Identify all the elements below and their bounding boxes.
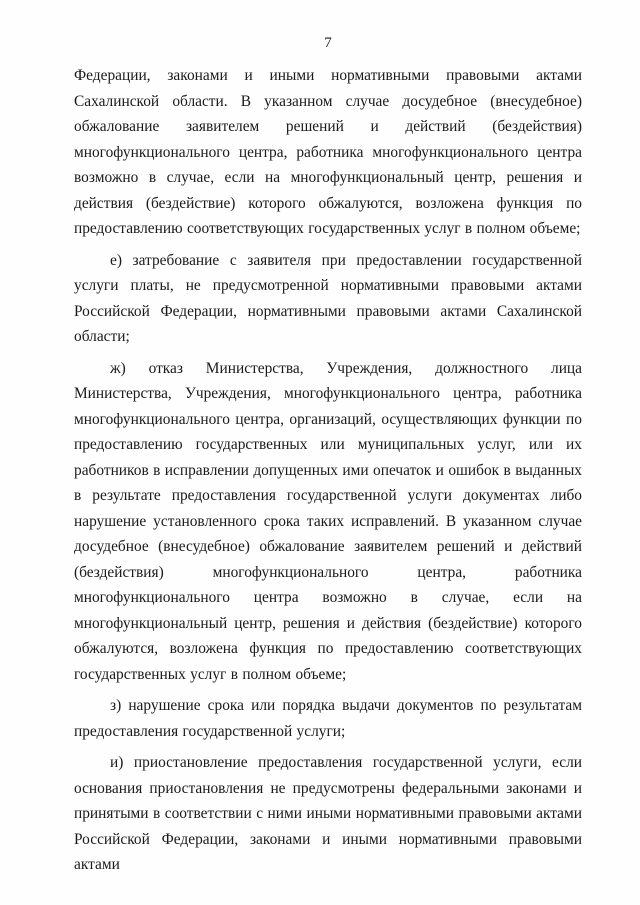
paragraph-item-i: и) приостановление предоставления государственной услуги, если основания приостановления не предусмотрены федеральными законами и принятыми в соответствии с ними иными нормативными правовыми актами Российской Федерации, законами и иными нормативными правовыми актами (74, 754, 582, 873)
page-number: 7 (324, 35, 332, 51)
paragraph-item-e: е) затребование с заявителя при предоставлении государственной услуги платы, не предусмотренной нормативными правовыми актами Российской Федерации, нормативными правовыми актами Сахалинской области; (74, 251, 582, 345)
document-body (74, 63, 582, 878)
paragraph-item-z: з) нарушение срока или порядка выдачи документов по результатам предоставления государственной услуги; (74, 697, 582, 740)
paragraph-continuation: Федерации, законами и иными нормативными правовыми актами Сахалинской области. В указанном случае досудебное (внесудебное) обжалование заявителем решений и действий (бездействия) многофункционального центра, работника многофункционального центра возможно в случае, если на многофункциональный центр, решения и действия (бездействие) которого обжалуются, возложена функция по предоставлению соответствующих государственных услуг в полном объеме; (74, 67, 582, 237)
paragraph-item-zh: ж) отказ Министерства, Учреждения, должностного лица Министерства, Учреждения, многофункционального центра, работника многофункционального центра, организаций, осуществляющих функции по предоставлению государственных или муниципальных услуг, или их работников в исправлении допущенных ими опечаток и ошибок в выданных в результате предоставления государственной услуги документах либо нарушение установленного срока таких исправлений. В указанном случае досудебное (внесудебное) обжалование заявителем решений и действий (бездействия) многофункционального центра, работника многофункционального центра возможно в случае, если на многофункциональный центр, решения и действия (бездействие) которого обжалуются, возложена функция по предоставлению соответствующих государственных услуг в полном объеме; (74, 359, 582, 683)
